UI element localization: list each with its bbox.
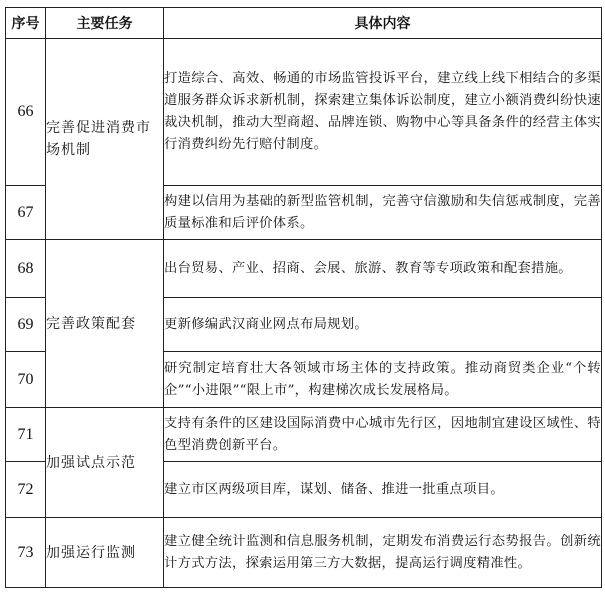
task-cell: 加强运行监测 bbox=[46, 518, 164, 588]
content-cell: 支持有条件的区建设国际消费中心城市先行区，因地制宜建设区域性、特色型消费创新平台。 bbox=[164, 408, 602, 462]
content-cell: 打造综合、高效、畅通的市场监管投诉平台，建立线上线下相结合的多渠道服务群众诉求新机制，探索建立集体诉讼制度，建立小额消费纠纷快速裁决机制，推动大型商超、品牌连锁、购物中心等具备条件的经营主体实行消费纠纷先行赔付制度。 bbox=[164, 39, 602, 186]
task-cell: 完善政策配套 bbox=[46, 240, 164, 408]
task-cell: 完善促进消费市场机制 bbox=[46, 39, 164, 240]
row-number: 73 bbox=[6, 518, 46, 588]
content-cell: 建立健全统计监测和信息服务机制，定期发布消费运行态势报告。创新统计方式方法，探索运用第三方大数据，提高运行调度精准性。 bbox=[164, 518, 602, 588]
content-cell: 研究制定培育壮大各领域市场主体的支持政策。推动商贸类企业“个转企”“小进限”“限上市”，构建梯次成长发展格局。 bbox=[164, 352, 602, 408]
row-number: 72 bbox=[6, 462, 46, 518]
content-cell: 更新修编武汉商业网点布局规划。 bbox=[164, 298, 602, 352]
header-task: 主要任务 bbox=[46, 8, 164, 39]
row-number: 67 bbox=[6, 186, 46, 240]
task-table bbox=[5, 7, 602, 588]
row-number: 70 bbox=[6, 352, 46, 408]
row-number: 66 bbox=[6, 39, 46, 186]
row-number: 69 bbox=[6, 298, 46, 352]
table-row bbox=[6, 518, 602, 588]
header-seq: 序号 bbox=[6, 8, 46, 39]
row-number: 68 bbox=[6, 240, 46, 298]
content-cell: 构建以信用为基础的新型监管机制，完善守信激励和失信惩戒制度，完善质量标准和后评价体系。 bbox=[164, 186, 602, 240]
task-cell: 加强试点示范 bbox=[46, 408, 164, 518]
content-cell: 建立市区两级项目库，谋划、储备、推进一批重点项目。 bbox=[164, 462, 602, 518]
table-row bbox=[6, 39, 602, 186]
content-cell: 出台贸易、产业、招商、会展、旅游、教育等专项政策和配套措施。 bbox=[164, 240, 602, 298]
header-content: 具体内容 bbox=[164, 8, 602, 39]
row-number: 71 bbox=[6, 408, 46, 462]
table-header-row bbox=[6, 8, 602, 39]
table-row bbox=[6, 240, 602, 298]
table-row bbox=[6, 408, 602, 462]
